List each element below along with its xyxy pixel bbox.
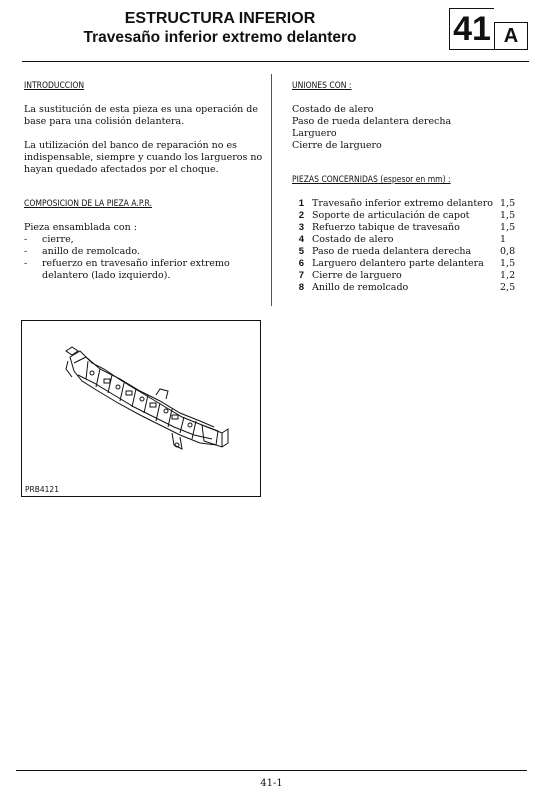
page-header [0, 10, 440, 48]
left-column [24, 80, 264, 282]
header-rule [22, 61, 529, 62]
composition-heading: COMPOSICION DE LA PIEZA A.P.R. [24, 199, 152, 209]
footer-rule [16, 770, 527, 771]
page-number: 41-1 [260, 778, 283, 789]
part-row: 3 Refuerzo tabique de travesaño 1,5 [298, 222, 516, 233]
page-title: ESTRUCTURA INFERIOR [124, 10, 316, 27]
union-item: Costado de alero [292, 104, 374, 115]
part-row: 4 Costado de alero 1 [298, 234, 507, 245]
composition-item: - refuerzo en travesaño inferior extremo delantero (lado izquierdo). [24, 258, 230, 281]
composition-item: - cierre, [24, 234, 74, 245]
right-column [292, 80, 524, 294]
section-code-box [449, 8, 529, 50]
page-subtitle: Travesaño inferior extremo delantero [83, 29, 357, 46]
composition-item: - anillo de remolcado. [24, 246, 140, 257]
part-row: 2 Soporte de articulación de capot 1,5 [298, 210, 516, 221]
section-number: 41 [449, 8, 494, 50]
part-row: 8 Anillo de remolcado 2,5 [298, 282, 516, 293]
intro-heading: INTRODUCCION [24, 81, 85, 91]
unions-heading: UNIONES CON : [292, 81, 352, 91]
union-item: Larguero [292, 128, 337, 139]
parts-heading: PIEZAS CONCERNIDAS (espesor en mm) : [292, 175, 451, 185]
section-letter: A [494, 22, 528, 50]
parts-list [292, 198, 524, 294]
union-item: Cierre de larguero [292, 140, 382, 151]
intro-paragraph-1: La sustitución de esta pieza es una operación de base para una colisión delantera. [24, 104, 259, 127]
union-item: Paso de rueda delantera derecha [292, 116, 452, 127]
crossmember-drawing [22, 321, 260, 481]
part-row: 5 Paso de rueda delantera derecha 0,8 [298, 246, 516, 257]
part-row: 7 Cierre de larguero 1,2 [298, 270, 516, 281]
intro-paragraph-2: La utilización del banco de reparación no es indispensable, siempre y cuando los largueros no hayan quedado afectados por el choque. [24, 140, 263, 175]
column-separator [271, 74, 272, 306]
crossmember-figure [21, 320, 261, 497]
figure-label: PRB4121 [25, 485, 59, 494]
part-row: 6 Larguero delantero parte delantera 1,5 [298, 258, 516, 269]
part-row: 1 Travesaño inferior extremo delantero 1,5 [298, 198, 516, 209]
composition-intro: Pieza ensamblada con : [24, 222, 137, 233]
